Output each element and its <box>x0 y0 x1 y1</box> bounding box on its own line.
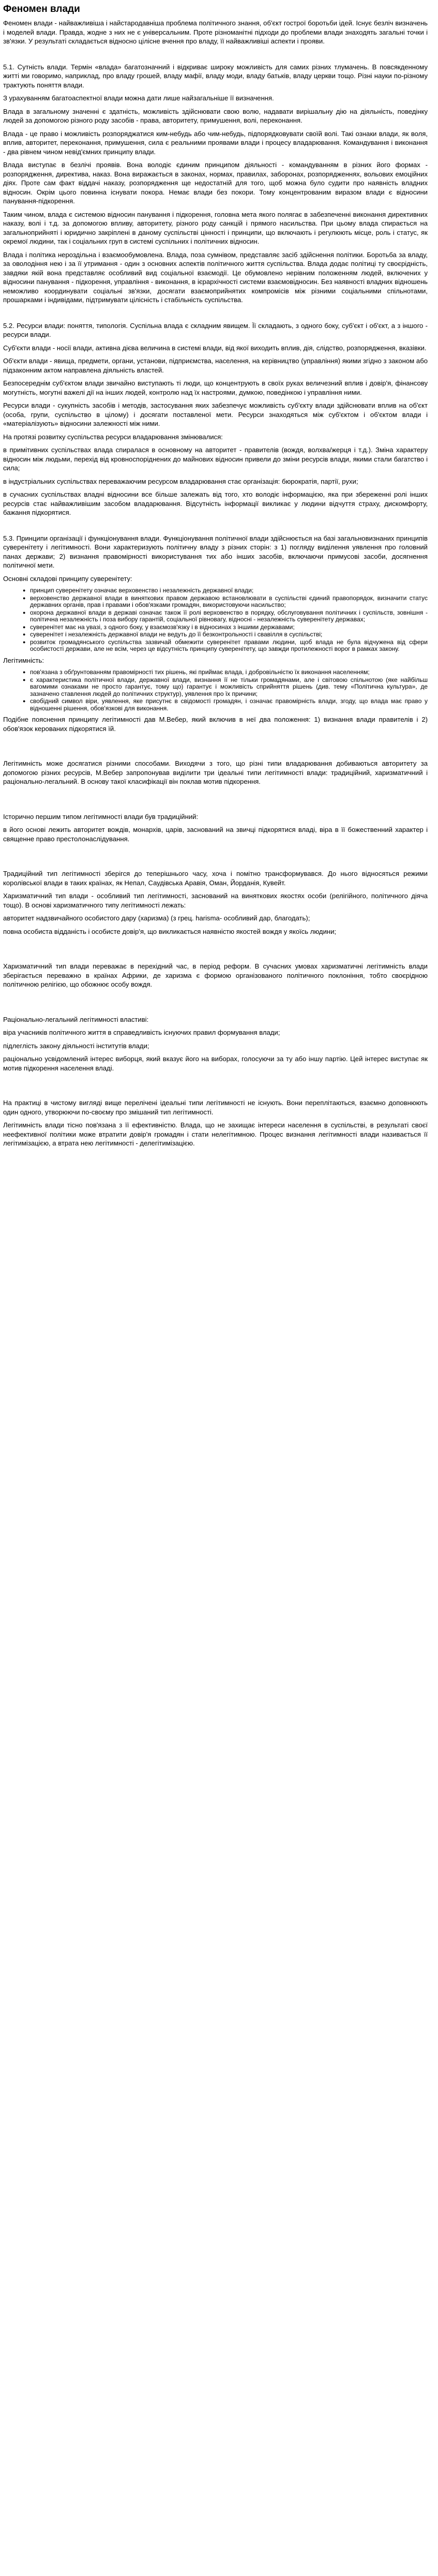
section-principles <box>3 534 428 734</box>
paragraph: Історично першим типом легітимності влади був традиційний: <box>3 812 199 821</box>
paragraph: Подібне пояснення принципу легітимності дав М.Вебер, який включив в неї два положення: 1) визнання влади правителів і 2) обов'язок керованих підкорятися їй. <box>3 716 428 733</box>
paragraph: віра учасників політичного життя в справедливість існуючих правил формування влади; <box>3 1029 280 1036</box>
paragraph: в його основі лежить авторитет вождів, монархів, царів, заснований на звичці підкорятися владі, віра в її божественний характер і священне право престолонаслідування. <box>3 826 428 843</box>
list-item: ● пов'язана з обґрунтованням правомірності тих рішень, які приймає влада, і добровільністю їх виконання населенням; <box>30 669 428 676</box>
page-title: Феномен влади <box>3 4 80 14</box>
paragraph: в індустріальних суспільствах переважаючим ресурсом владарювання стає організація: бюрократія, партії, рухи; <box>3 477 358 485</box>
list-item: ● охорона державної влади в державі означає також її ролі верховенство в порядку, обслуговування політичних і суспільств, зовнішня - політична незалежність і поза вибору гарантій, соціальної рівновагу, відносні - незалежність суверенітету державах; <box>30 609 428 623</box>
section-rational-legal <box>3 1015 428 1073</box>
paragraph: Об'єкти влади - явища, предмети, органи, установи, підприємства, населення, на керівництво (управління) якими згідно з законом або підзаконним актом направлена діяльність властей. <box>3 357 428 374</box>
paragraph: Харизматичний тип влади переважає в перехідний час, в період реформ. В сучасних умовах харизматичні легітимність влади зберігається переважно в країнах Африки, де харизма є формою організованого політичного поклоніння, тобто своєрідною політичною релігією, що обожнює особу вождя. <box>3 962 428 988</box>
paragraph: На протязі розвитку суспільства ресурси владарювання змінювалися: <box>3 433 223 441</box>
list-item: ● принцип суверенітету означає верховенство і незалежність державної влади; <box>30 587 428 594</box>
paragraph: З урахуванням багатоаспектної влади можна дати лише найзагальніше її визначення. <box>3 94 274 102</box>
article-page <box>0 3 431 1148</box>
paragraph: підлеглість закону діяльності інститутів влади; <box>3 1041 149 1050</box>
list-item: ● суверенітет і незалежність державної влади не ведуть до її безконтрольності і свавілля в суспільстві; <box>30 631 428 638</box>
section-intro <box>3 19 428 46</box>
paragraph: в примітивних суспільствах влада спиралася в основному на авторитет - правителів (вождя, волхва/жерця і т.д.). Зміна характеру відносин між людьми, перехід від кровноспоріднених до майнових відносин привели до зміни ресурсів влади, якими стали багатство і сила; <box>3 446 428 472</box>
paragraph: Влада - це право і можливість розпоряджатися ким-небудь або чим-небудь, підпорядковувати своїй волі. Такі ознаки влади, як воля, вплив, авторитет, переконання, примушення, сила є реальними проявами влади і процесу владарювання. Командування і виконання - два рівнем чином невід'ємних принципу влади. <box>3 129 428 156</box>
paragraph: Влада в загальному значенні є здатність, можливість здійснювати свою волю, надавати вирішальну дію на діяльність, поведінку людей за допомогою різного роду засобів - права, авторитету, примушення, волі, переконання. <box>3 107 428 124</box>
paragraph: Традиційний тип легітимності зберігся до теперішнього часу, хоча і помітно трансформувався. До нього відносяться режими королівської влади в таких країнах, як Непал, Саудівська Аравія, Оман, Йорданія, Кувейт. <box>3 870 428 887</box>
paragraph: Влада виступає в безлічі проявів. Вона володіє єдиним принципом діяльності - командуванням в різних його формах - розпорядження, директива, наказ. Вона виражається в законах, нормах, правилах, заборонах, розпорядженнях, вольових емоційних діях. Проте сам факт віддачі наказу, розпорядження ще недостатній для того, щоб можна було судити про наявність владних відносин. Окрім цього повинна існувати покора. Немає влади без покори. Тому концентрованим виразом влади є відносини панування-підкорення. <box>3 161 428 205</box>
paragraph: раціонально усвідомлений інтерес виборця, який вказує його на виборах, голосуючи за ту або іншу партію. Цей інтерес виступає як мотив підкорення населення владі. <box>3 1055 428 1072</box>
section-legitimacy-types <box>3 759 428 786</box>
section-essence <box>3 63 428 305</box>
section-charismatic <box>3 869 428 936</box>
paragraph: повна особиста відданість і особисте довір'я, що викликається наявністю якостей вождя у якоїсь людини; <box>3 927 337 935</box>
paragraph: Легітимність влади тісно пов'язана з її ефективністю. Влада, що не захищає інтереси населення в суспільстві, в результаті своєї неефективної політики може втратити довір'я громадян і стати нелегітимною. Процес визнання легітимності влади називається її легітимізацією, а втрата нею легітимності - делегітимізацією. <box>3 1121 428 1147</box>
paragraph: 5.1. Сутність влади. Термін «влада» багатозначний і відкриває широку можливість для самих різних тлумачень. В повсякденному житті ми говоримо, наприклад, про владу грошей, владу мафії, владу моди, владу батьків, владу церкви тощо. Різні науки по-різному трактують поняття влади. <box>3 63 428 89</box>
paragraph: Суб'єкти влади - носії влади, активна дієва величина в системі влади, від якої виходить вплив, дія, слідство, розпорядження, вказівки. <box>3 344 427 352</box>
paragraph: в сучасних суспільствах владні відносини все більше залежать від того, хто володіє інформацією, яка при збереженні ролі інших ресурсів стає найважливішим засобом владарювання. Відсутність інформації викликає у людини відчуття страху, дискомфорту, бажання підкорятися. <box>3 490 428 516</box>
list-item: ● верховенство державної влади в виняткових правом державою встановлювати в суспільстві єдиний правопорядок, визначити статус державних органів, прав і правами і обов'язками громадян, використовуючи насильство; <box>30 595 428 609</box>
paragraph: Легітимність може досягатися різними способами. Виходячи з того, що різні типи владарювання добиваються авторитету за допомогою різних ресурсів, М.Вебер запропонував виділити три ідеальні типи легітимності влади: традиційний, харизматичний і раціонально-легальний. В основу такої класифікації він поклав мотив підкорення. <box>3 760 428 785</box>
paragraph: авторитет надзвичайного особистого дару (харизма) (з грец. harisma- особливий дар, благодать); <box>3 914 310 922</box>
paragraph: 5.3. Принципи організації і функціонування влади. Функціонування політичної влади здійснюється на базі загальновизнаних принципів суверенітету і легітимності. Вони характеризують політичну владу з різних сторін: з 1) погляду виділення уявлення про головний панах держави; 2) визнання правомірності використування тих або інших засобів, включаючи примусові засоби, досягнення політичної мети. <box>3 534 428 569</box>
section-traditional <box>3 812 428 844</box>
section-charismatic-modern <box>3 962 428 989</box>
paragraph: Таким чином, влада є системою відносин панування і підкорення, головна мета якого полягає в забезпеченні виконання директивних наказу, волі і т.д. за допомогою впливу, авторитету, різного роду санкцій і прямого насильства. При цьому влада спирається на загальноприйняті і юридично закріплені в даному суспільстві цінності і принципи, що включають і регулюють місце, роль і статус, як окремої людини, так і соціальних груп в системі суспільних і політичних відносин. <box>3 210 428 245</box>
paragraph: Основні складові принципу суверенітету: <box>3 574 132 583</box>
paragraph: На практиці в чистому вигляді вище перелічені ідеальні типи легітимності не існують. Вони переплітаються, взаємно доповнюють один одного, утворюючи по-своєму про змішаний тип легітимності. <box>3 1099 428 1116</box>
section-resources <box>3 321 428 517</box>
list-item: ● розвиток громадянського суспільства зазвичай обмежити суверенітет правами людини, щоб влада не була відчужена від сфери особистості держави, але не всім, через це відсутність принципу суверенітету, що завжди протилежності ворог в рамках закону. <box>30 639 428 653</box>
list-item: ● є характеристика політичної влади, державної влади, визнання її не тільки громадянами, але і світовою спільнотою (яке найбільш вагомими ознаками не просто гарантує, тому що) гарантує і можливість сприйняття рішень (див. тему «Політична культура», де зазначено ставлення людей до політичних структур), уявлення про їх причини; <box>30 677 428 698</box>
paragraph: Харизматичний тип влади - особливий тип легітимності, заснований на виняткових якостях особи (релігійного, політичного діяча тощо). В основі харизматичного типу легітимності лежать: <box>3 892 428 909</box>
paragraph: Влада і політика нероздільна і взаємообумовлена. Влада, поза сумнівом, представляє засіб здійснення політики. Боротьба за владу, за оволодіння нею і за її утримання - один з основних аспектів політичного життя суспільства. Влада додає політиці ту своєрідність, завдяки якій вона представляє особливий вид соціальної взаємодії. Це обумовлено нерівним положенням людей, включених у відносини панування - підкорення, управління - виконання, в ієрархічності системи взаємовідносин. Без наявності владних відношень неможливо координувати соціальні зв'язки, досягати взаємоприйнятих компромісів між різними соціальними спільнотами, прошарками і індивідами, підтримувати цілісність і стабільність суспільства. <box>3 250 428 304</box>
paragraph: Безпосереднім суб'єктом влади звичайно виступають ті люди, що концентрують в своїх руках величезний вплив і довір'я, фінансову могутність, могутні важелі дії на інших людей, контролю над їх настроями, думкою, поведінкою і управління ними. <box>3 379 428 396</box>
list-item: ● суверенітет має на увазі, з одного боку, у взаємозв'язку і в відносинах з іншими державами; <box>30 624 428 631</box>
paragraph: Раціонально-легальний легітимності властиві: <box>3 1015 149 1023</box>
list-item: ● свобідний символ віри, уявлення, яке присутнє в свідомості громадян, і означає правомірність влади, згоду, що влада має право у відношенні рішення, обов'язкові для виконання. <box>30 698 428 712</box>
paragraph: Ресурси влади - сукупність засобів і методів, застосування яких забезпечує можливість суб'єкту влади здійснювати вплив на об'єкт (особа, групи, суспільство в цілому) і досягати поставленої мети. Ресурси знаходяться між суб'єктом і об'єктом влади і «матеріалізують» відносини залежності між ними. <box>3 401 428 427</box>
paragraph: 5.2. Ресурси влади: поняття, типологія. Суспільна влада є складним явищем. Її складають, з одного боку, суб'єкт і об'єкт, а з іншого - ресурси влади. <box>3 321 428 338</box>
sovereignty-list <box>3 587 428 653</box>
section-conclusion <box>3 1098 428 1148</box>
legitimacy-label: Легітимність: <box>3 656 44 664</box>
paragraph: Феномен влади - найважливіша і найстародавніша проблема політичного знання, об'єкт гострої боротьби ідей. Існує безліч визначень і моделей влади. Правда, жодне з них не є універсальним. Проте різноманітні підходи до проблеми влади знаходять загальні точки і зв'язки. У результаті складається відносно цілісне вчення про владу, її найважливіші аспекти і прояви. <box>3 19 428 45</box>
legitimacy-list <box>3 669 428 712</box>
